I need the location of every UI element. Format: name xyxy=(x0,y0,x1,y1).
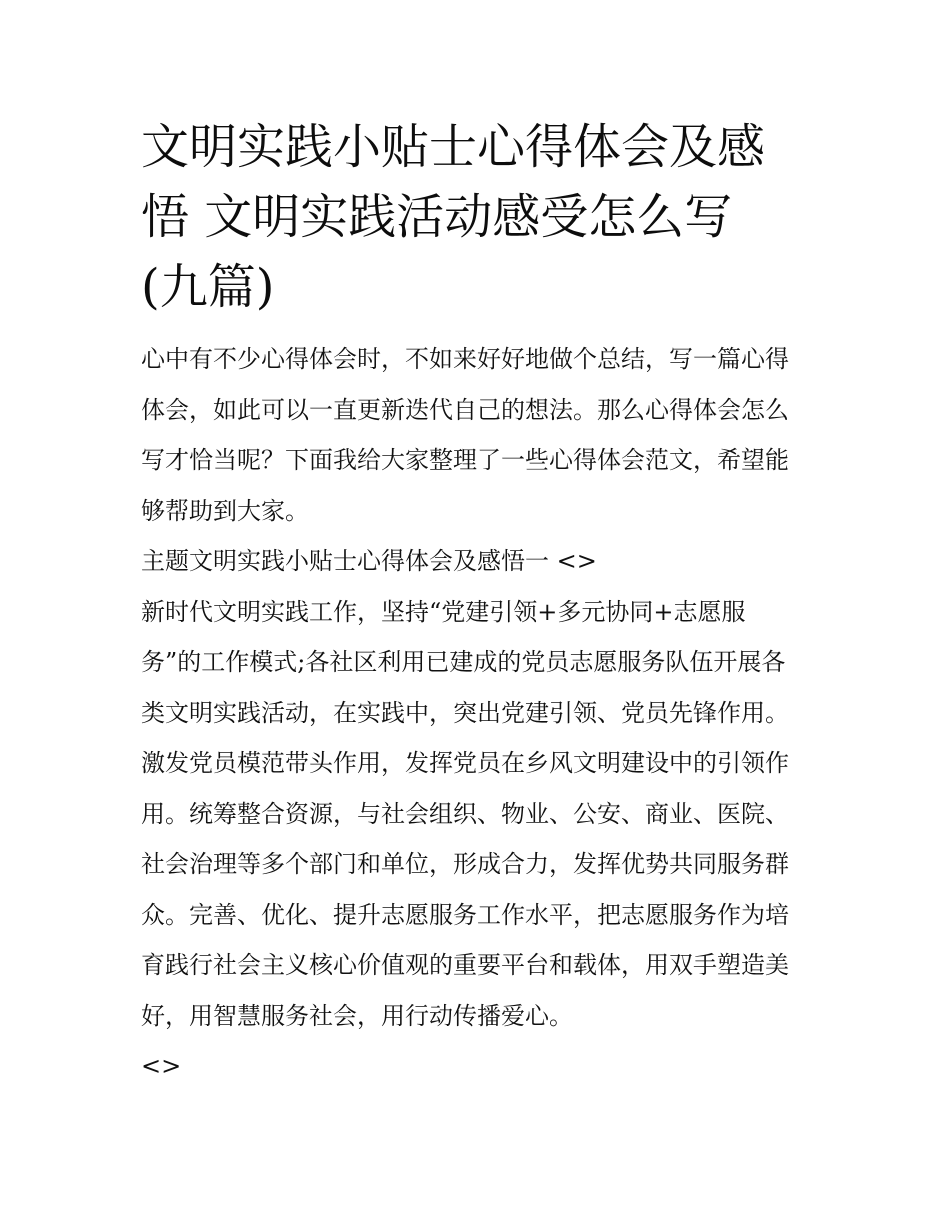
intro-line: 够帮助到大家。 xyxy=(141,496,309,525)
document-page xyxy=(141,112,813,1092)
section-paragraph xyxy=(141,587,813,1042)
section-line: 类文明实践活动，在实践中，突出党建引领、党员先锋作用。 xyxy=(141,698,789,727)
title-line: 文明实践小贴士心得体会及感 xyxy=(141,119,766,175)
end-marker-text: <> xyxy=(141,1052,182,1080)
section-heading-text: 主题文明实践小贴士心得体会及感悟一 <> xyxy=(141,547,597,575)
document-title xyxy=(141,112,813,322)
intro-paragraph xyxy=(141,334,813,536)
intro-line: 心中有不少心得体会时，不如来好好地做个总结，写一篇心得 xyxy=(141,345,789,373)
section-line: 社会治理等多个部门和单位，形成合力，发挥优势共同服务群 xyxy=(141,850,789,878)
title-line: (九篇) xyxy=(141,259,275,315)
section-heading xyxy=(141,536,813,587)
title-line: 悟 文明实践活动感受怎么写 xyxy=(141,189,733,245)
section-line: 众。完善、优化、提升志愿服务工作水平，把志愿服务作为培 xyxy=(141,900,789,929)
section-line: 好，用智慧服务社会，用行动传播爱心。 xyxy=(141,1001,573,1030)
intro-line: 写才恰当呢？下面我给大家整理了一些心得体会范文，希望能 xyxy=(141,446,789,474)
document-body xyxy=(141,334,813,1092)
section-line: 用。统筹整合资源，与社会组织、物业、公安、商业、医院、 xyxy=(141,799,789,828)
section-line: 激发党员模范带头作用，发挥党员在乡风文明建设中的引领作 xyxy=(141,749,789,777)
section-line: 新时代文明实践工作，坚持“党建引领+多元协同+志愿服 xyxy=(141,597,746,626)
section-line: 育践行社会主义核心价值观的重要平台和载体，用双手塑造美 xyxy=(141,951,789,979)
intro-line: 体会，如此可以一直更新迭代自己的想法。那么心得体会怎么 xyxy=(141,395,789,424)
section-line: 务”的工作模式;各社区利用已建成的党员志愿服务队伍开展各 xyxy=(141,648,786,676)
end-marker xyxy=(141,1041,813,1092)
